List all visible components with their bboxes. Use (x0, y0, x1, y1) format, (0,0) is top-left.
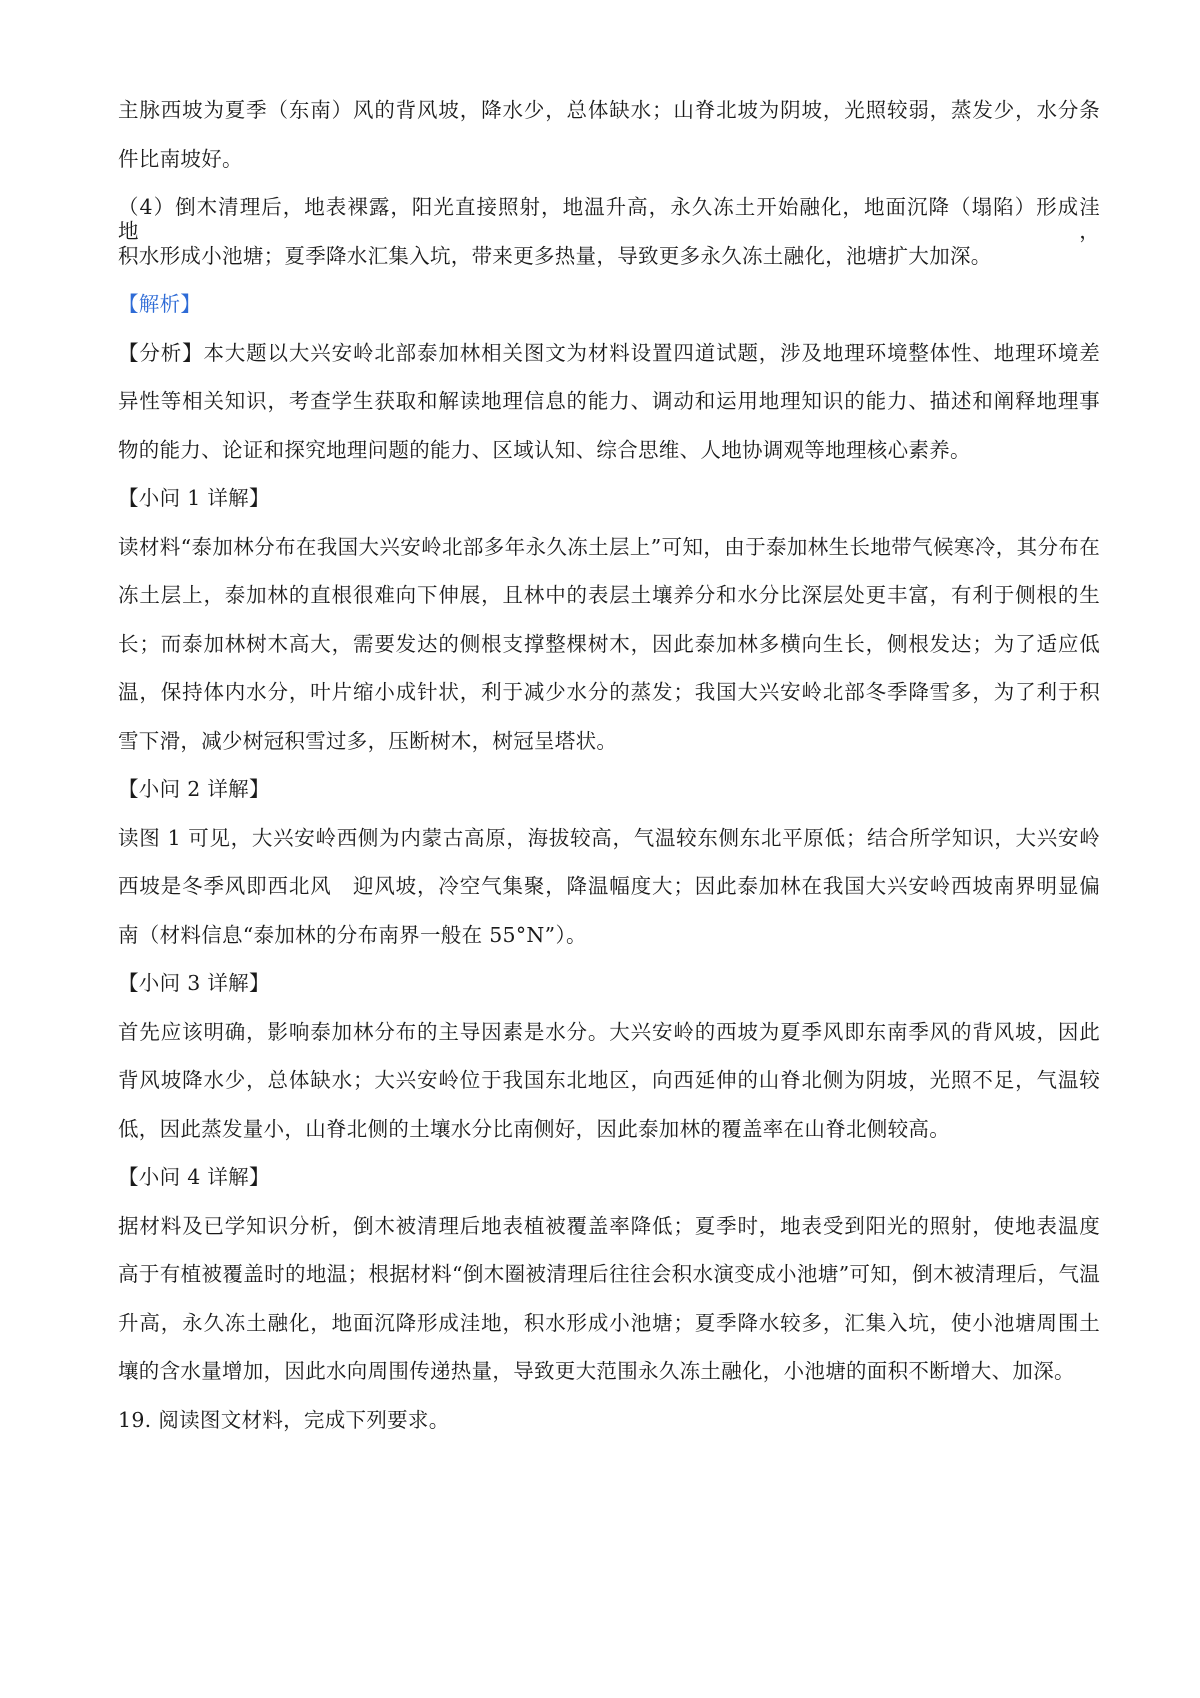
sub-question-2-line-1: 读图 1 可见，大兴安岭西侧为内蒙古高原，海拔较高，气温较东侧东北平原低；结合所学知识，大兴安岭 (118, 825, 1100, 850)
sub-question-1-line-2: 冻土层上，泰加林的直根很难向下伸展，且林中的表层土壤养分和水分比深层处更丰富，有利于侧根的生 (118, 583, 1100, 607)
sub-question-1-line-3: 长；而泰加林树木高大，需要发达的侧根支撑整棵树木，因此泰加林多横向生长，侧根发达；为了适应低 (118, 631, 1100, 656)
answer-4-line-1: （4）倒木清理后，地表裸露，阳光直接照射，地温升高，永久冻土开始融化，地面沉降（塌陷）形成洼地， (118, 195, 1100, 243)
sub-question-3-line-1: 首先应该明确，影响泰加林分布的主导因素是水分。大兴安岭的西坡为夏季风即东南季风的背风坡，因此 (118, 1019, 1100, 1044)
sub-question-4-line-4: 壤的含水量增加，因此水向周围传递热量，导致更大范围永久冻土融化，小池塘的面积不断增大、加深。 (118, 1359, 1075, 1383)
answer-4-line-2: 积水形成小池塘；夏季降水汇集入坑，带来更多热量，导致更多永久冻土融化，池塘扩大加深。 (118, 243, 992, 268)
sub-question-1-line-1: 读材料“泰加林分布在我国大兴安岭北部多年永久冻土层上”可知，由于泰加林生长地带气候寒冷，其分布在 (118, 534, 1100, 559)
analysis-line-2: 异性等相关知识，考查学生获取和解读地理信息的能力、调动和运用地理知识的能力、描述和阐释地理事 (118, 389, 1100, 413)
answer-line-1: 主脉西坡为夏季（东南）风的背风坡，降水少，总体缺水；山脊北坡为阴坡，光照较弱，蒸发少，水分条 (118, 98, 1100, 122)
sub-question-4-line-2: 高于有植被覆盖时的地温；根据材料“倒木圈被清理后往往会积水演变成小池塘”可知，倒木被清理后，气温 (118, 1262, 1100, 1286)
analysis-line-3: 物的能力、论证和探究地理问题的能力、区域认知、综合思维、人地协调观等地理核心素养。 (118, 437, 971, 462)
sub-question-3-line-2: 背风坡降水少，总体缺水；大兴安岭位于我国东北地区，向西延伸的山脊北侧为阴坡，光照不足，气温较 (118, 1068, 1100, 1092)
question-19-prompt: 19. 阅读图文材料，完成下列要求。 (118, 1407, 450, 1432)
sub-question-2-line-2: 西坡是冬季风即西北风 迎风坡，冷空气集聚，降温幅度大；因此泰加林在我国大兴安岭西坡南界明显偏 (118, 874, 1100, 898)
sub-question-3-heading: 【小问 3 详解】 (118, 971, 270, 995)
sub-question-1-heading: 【小问 1 详解】 (118, 486, 270, 510)
sub-question-3-line-3: 低，因此蒸发量小，山脊北侧的土壤水分比南侧好，因此泰加林的覆盖率在山脊北侧较高。 (118, 1116, 950, 1141)
sub-question-4-line-3: 升高，永久冻土融化，地面沉降形成洼地，积水形成小池塘；夏季降水较多，汇集入坑，使小池塘周围土 (118, 1310, 1100, 1335)
sub-question-2-line-3: 南（材料信息“泰加林的分布南界一般在 55°N”）。 (118, 922, 587, 947)
sub-question-2-heading: 【小问 2 详解】 (118, 777, 270, 801)
sub-question-1-line-4: 温，保持体内水分，叶片缩小成针状，利于减少水分的蒸发；我国大兴安岭北部冬季降雪多，为了利于积 (118, 680, 1100, 704)
sub-question-4-line-1: 据材料及已学知识分析，倒木被清理后地表植被覆盖率降低；夏季时，地表受到阳光的照射，使地表温度 (118, 1213, 1100, 1238)
answer-line-2: 件比南坡好。 (118, 146, 243, 171)
analysis-line-1: 【分析】本大题以大兴安岭北部泰加林相关图文为材料设置四道试题，涉及地理环境整体性、地理环境差 (118, 340, 1100, 365)
sub-question-4-heading: 【小问 4 详解】 (118, 1165, 270, 1189)
analysis-heading: 【解析】 (118, 292, 202, 316)
sub-question-1-line-5: 雪下滑，减少树冠积雪过多，压断树木，树冠呈塔状。 (118, 728, 618, 753)
document-body (118, 98, 1100, 1456)
